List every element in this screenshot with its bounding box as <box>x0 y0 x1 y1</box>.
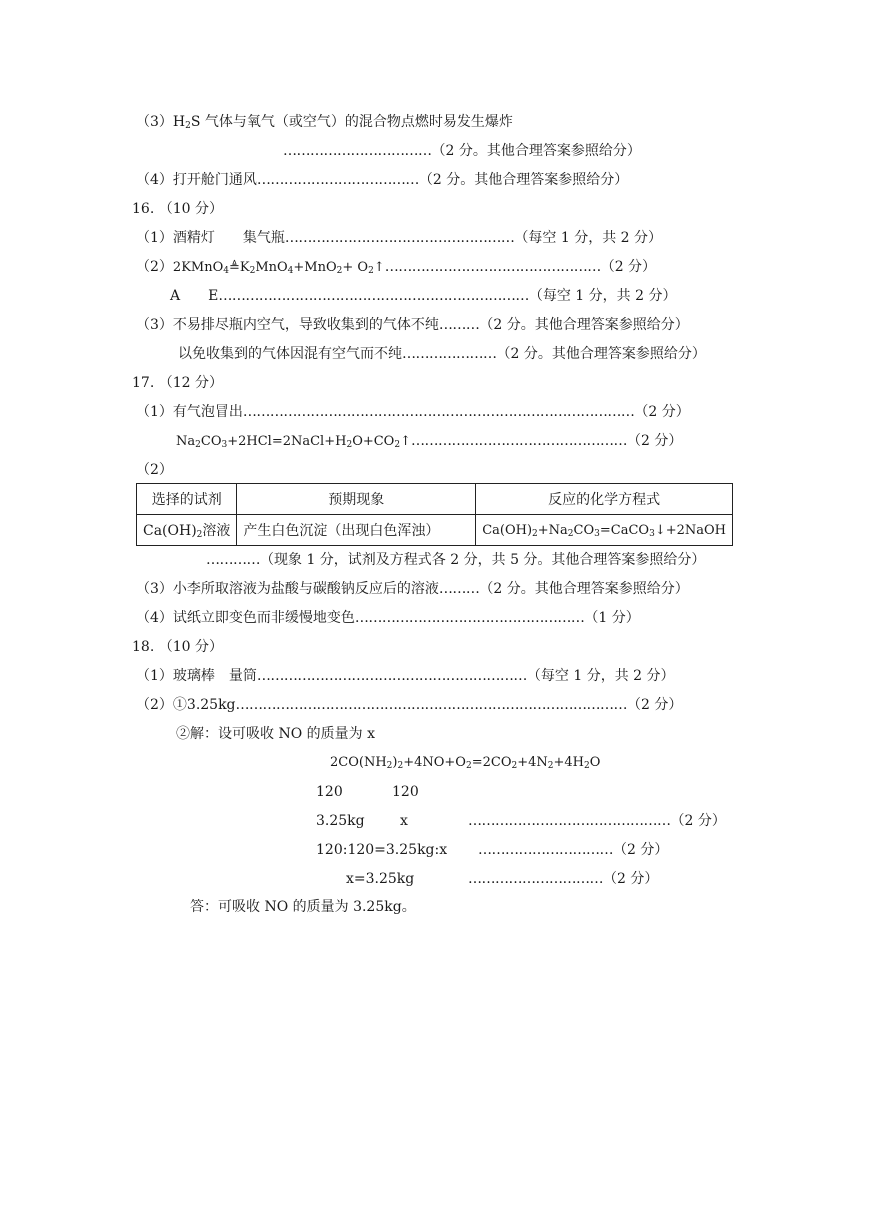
q17-part1-equation: $Na_2CO_3+2HCl=2NaCl+H_2O+CO_2↑\dots\dots\dots\dots\dots\dots\dots\dots\dots\dots\dots\dots\dots\dots\dots\dots(2$ 分） <box>176 433 683 450</box>
q15-part4: （4）打开舱门通风………………………………（2 分。其他合理答案参照给分） <box>136 172 629 188</box>
table-header-row <box>137 484 733 515</box>
table-header-phenomenon: 预期现象 <box>237 484 476 515</box>
q18-part1: （1）玻璃棒 量筒……………………………………………………（每空 1 分，共 2 分） <box>136 668 675 684</box>
q16-part3: （3）不易排尽瓶内空气，导致收集到的气体不纯………（2 分。其他合理答案参照给分） <box>136 317 689 333</box>
q16-part1: （1）酒精灯 集气瓶……………………………………………（每空 1 分，共 2 分） <box>136 230 663 246</box>
q17-header: 17. （12 分） <box>132 375 223 391</box>
table-header-reagent: 选择的试剂 <box>137 484 237 515</box>
q17-part3: （3）小李所取溶液为盐酸与碳酸钠反应后的溶液………（2 分。其他合理答案参照给分） <box>136 581 689 597</box>
q17-part4: （4）试纸立即变色而非缓慢地变色……………………………………………（1 分） <box>136 610 640 626</box>
table-row <box>137 515 733 546</box>
table-cell-phenomenon: 产生白色沉淀（出现白色浑浊） <box>237 515 476 546</box>
table-cell-reagent: $Ca(OH)_2$溶液 <box>137 515 237 546</box>
q18-row3-score: …………………………（2 分） <box>478 842 669 858</box>
table-cell-equation: $Ca(OH)_2+Na_2CO_3=CaCO_3↓+2NaOH$ <box>476 515 733 546</box>
q18-row4-a: x=3.25kg <box>346 871 415 887</box>
q18-part2: （2）①3.25kg……………………………………………………………………………（2 分） <box>136 697 683 713</box>
q17-part2-note: …………（现象 1 分，试剂及方程式各 2 分，共 5 分。其他合理答案参照给分） <box>206 552 706 568</box>
q17-part2-label: （2） <box>136 462 173 478</box>
q17-answer-table <box>136 483 733 546</box>
q15-part3-score: ……………………………（2 分。其他合理答案参照给分） <box>283 143 641 159</box>
q15-part3-text: $(3)H_2S$ 气体与氧气（或空气）的混合物点燃时易发生爆炸 <box>136 114 513 131</box>
q16-header: 16. （10 分） <box>132 201 223 217</box>
table-header-equation: 反应的化学方程式 <box>476 484 733 515</box>
q16-part2-apparatus: A E……………………………………………………………（每空 1 分，共 2 分） <box>170 288 677 304</box>
q18-row4-score: …………………………（2 分） <box>468 871 659 887</box>
q18-answer: 答：可吸收 NO 的质量为 3.25kg。 <box>190 899 416 915</box>
q18-row2-score: ………………………………………（2 分） <box>468 813 726 829</box>
q18-row2-a: 3.25kg <box>316 813 365 829</box>
q18-row3-a: 120:120=3.25kg:x <box>316 842 448 858</box>
q16-part2: $(2)2KMnO_4≜K_2MnO_4+MnO_2+$ $O_2↑\dots\dots\dots\dots\dots\dots\dots\dots\dots\dots\dots\dots\dots\dots\dots\dots(2$ 分） <box>136 259 657 276</box>
q16-part3-alt: 以免收集到的气体因混有空气而不纯…………………（2 分。其他合理答案参照给分） <box>178 346 706 362</box>
q18-row2-b: x <box>400 813 408 829</box>
q17-part1: （1）有气泡冒出……………………………………………………………………………（2 分） <box>136 404 690 420</box>
q18-solution-intro: ②解：设可吸收 NO 的质量为 x <box>176 726 375 742</box>
q18-row1-b: 120 <box>392 784 419 800</box>
q18-row1-a: 120 <box>316 784 343 800</box>
q18-header: 18. （10 分） <box>132 639 223 655</box>
q18-equation: $2CO(NH_2)_2+4NO+O_2=2CO_2+4N_2+4H_2O$ <box>330 755 601 771</box>
